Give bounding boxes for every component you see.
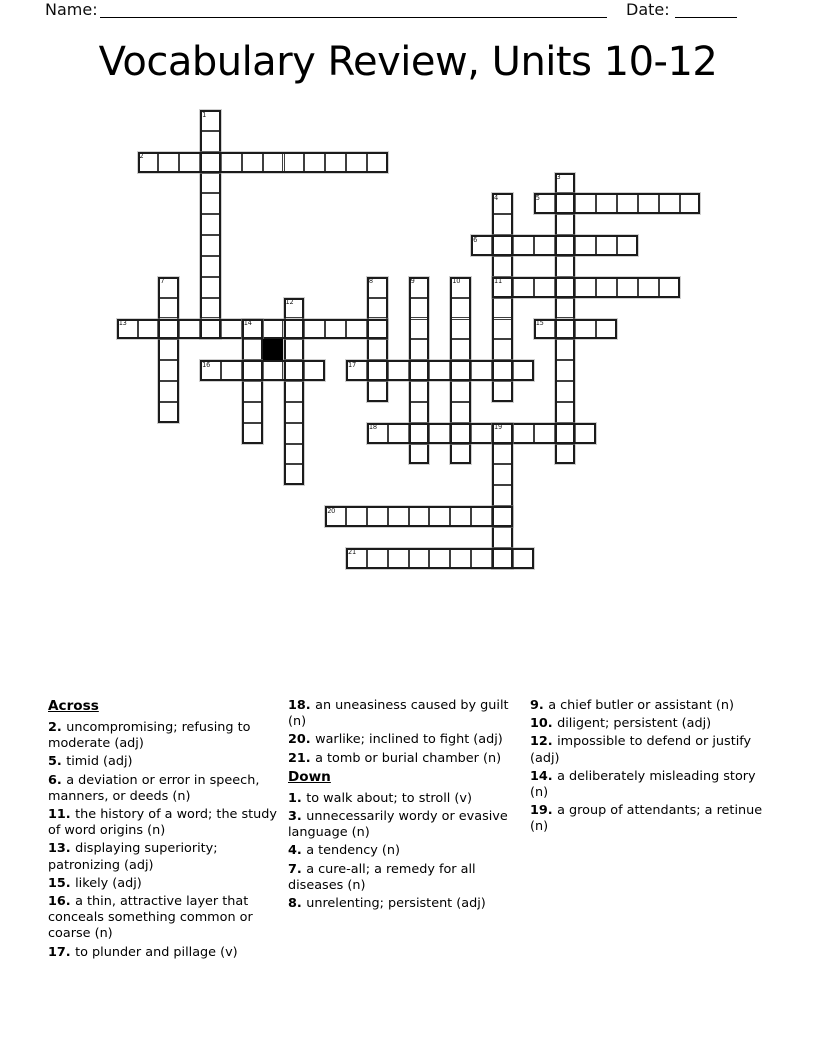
grid-cell: [304, 319, 325, 340]
clue-item: 11. the history of a word; the study of word origins (n): [48, 807, 277, 839]
grid-cell: [492, 381, 513, 402]
grid-cell: [617, 277, 638, 298]
grid-cell: [158, 152, 179, 173]
grid-cell: [367, 548, 388, 569]
grid-cell: [429, 423, 450, 444]
grid-cell: [367, 360, 388, 381]
cell-number: 19: [494, 423, 502, 432]
grid-cell: [575, 235, 596, 256]
clue-number: 16.: [48, 894, 76, 910]
grid-cell: [617, 193, 638, 214]
clue-number: 4.: [288, 843, 307, 859]
grid-cell: [388, 548, 409, 569]
cell-number: 20: [327, 506, 336, 515]
grid-cell: [450, 402, 471, 423]
cell-number: 7: [160, 277, 165, 286]
clue-number: 15.: [48, 875, 76, 891]
cell-number: 18: [368, 423, 377, 432]
grid-cell: [200, 152, 221, 173]
grid-cell: [200, 298, 221, 319]
grid-cell: [450, 298, 471, 319]
grid-cell: [179, 152, 200, 173]
grid-cell: [555, 235, 576, 256]
clue-number: 14.: [530, 768, 558, 784]
cell-number: 14: [243, 319, 252, 327]
grid-cell: [367, 152, 388, 173]
clue-column-3: [530, 698, 764, 838]
clue-item: 17. to plunder and pillage (v): [48, 944, 238, 960]
grid-cell: [596, 235, 617, 256]
grid-cell: [471, 423, 492, 444]
grid-cell: [325, 319, 346, 340]
clue-heading-down: Down: [288, 768, 331, 785]
grid-cell: [409, 402, 430, 423]
grid-cell: [555, 402, 576, 423]
grid-cell: [513, 423, 534, 444]
grid-cell: [555, 193, 576, 214]
grid-cell: [513, 360, 534, 381]
clue-heading-across: Across: [48, 698, 99, 714]
grid-cell: [346, 506, 367, 527]
grid-cell: [534, 277, 555, 298]
grid-cell: [555, 298, 576, 319]
grid-cell: [534, 423, 555, 444]
grid-cell: [284, 152, 305, 173]
grid-cell: [450, 423, 471, 444]
grid-cell: [555, 423, 576, 444]
grid-cell: [492, 339, 513, 360]
clue-item: 18. an uneasiness caused by guilt (n): [288, 698, 509, 730]
cell-number: 1: [202, 110, 207, 119]
grid-cell: [346, 152, 367, 173]
cell-number: 21: [348, 548, 357, 557]
grid-cell: [221, 319, 242, 340]
cell-number: 6: [473, 235, 478, 244]
clue-number: 18.: [288, 698, 316, 713]
grid-cell: [575, 423, 596, 444]
grid-cell: [284, 444, 305, 465]
grid-cell: [492, 298, 513, 319]
grid-cell: [284, 423, 305, 444]
grid-cell: [158, 339, 179, 360]
grid-cell: [575, 277, 596, 298]
grid-cell: [492, 256, 513, 277]
grid-cell: [492, 527, 513, 548]
grid-cell: [242, 339, 263, 360]
cell-number: 12: [285, 298, 294, 307]
clue-number: 17.: [48, 944, 76, 960]
cell-number: 9: [410, 277, 415, 286]
grid-cell: [304, 360, 325, 381]
grid-cell: [492, 214, 513, 235]
grid-cell: [555, 214, 576, 235]
grid-cell: [513, 548, 534, 569]
clue-number: 9.: [530, 698, 549, 713]
clue-number: 12.: [530, 734, 558, 750]
cell-number: 8: [368, 277, 373, 286]
grid-cell: [429, 548, 450, 569]
clue-item: 21. a tomb or burial chamber (n): [288, 750, 502, 766]
clue-item: 1. to walk about; to stroll (v): [288, 790, 472, 806]
grid-cell: [575, 193, 596, 214]
grid-cell: [450, 360, 471, 381]
black-cell: [263, 339, 284, 360]
grid-cell: [471, 360, 492, 381]
grid-cell: [242, 402, 263, 423]
grid-cell: [450, 339, 471, 360]
grid-cell: [450, 381, 471, 402]
grid-cell: [346, 319, 367, 340]
grid-cell: [179, 319, 200, 340]
grid-cell: [409, 298, 430, 319]
grid-cell: [409, 339, 430, 360]
cell-number: 5: [535, 193, 540, 202]
clue-number: 6.: [48, 772, 67, 788]
grid-cell: [409, 548, 430, 569]
grid-cell: [242, 152, 263, 173]
grid-cell: [680, 193, 701, 214]
grid-cell: [284, 402, 305, 423]
grid-cell: [555, 277, 576, 298]
grid-cell: [409, 506, 430, 527]
clue-column-2: [288, 698, 518, 914]
clue-item: 2. uncompromising; refusing to moderate (adj): [48, 720, 251, 752]
grid-cell: [221, 152, 242, 173]
grid-cell: [367, 506, 388, 527]
clue-item: 19. a group of attendants; a retinue (n): [530, 803, 763, 835]
cell-number: 15: [535, 319, 544, 327]
clue-item: 10. diligent; persistent (adj): [530, 716, 712, 732]
grid-cell: [409, 319, 430, 340]
clue-number: 13.: [48, 841, 76, 857]
grid-cell: [138, 319, 159, 340]
clue-number: 19.: [530, 803, 558, 819]
grid-cell: [555, 256, 576, 277]
grid-cell: [659, 277, 680, 298]
grid-cell: [200, 277, 221, 298]
grid-cell: [242, 423, 263, 444]
name-label: Name:: [45, 0, 98, 19]
grid-cell: [471, 506, 492, 527]
clue-number: 2.: [48, 720, 67, 735]
clue-item: 7. a cure-all; a remedy for all diseases (n): [288, 861, 476, 893]
date-label: Date:: [626, 0, 670, 19]
cell-number: 16: [202, 360, 211, 369]
grid-cell: [388, 360, 409, 381]
grid-cell: [367, 381, 388, 402]
grid-cell: [158, 298, 179, 319]
clue-item: 8. unrelenting; persistent (adj): [288, 896, 486, 912]
clue-item: 4. a tendency (n): [288, 843, 401, 859]
grid-cell: [242, 381, 263, 402]
grid-cell: [450, 506, 471, 527]
cell-number: 10: [452, 277, 461, 286]
clue-item: 16. a thin, attractive layer that conceals something common or coarse (n): [48, 894, 253, 942]
clue-number: 1.: [288, 790, 307, 806]
cell-number: 2: [139, 152, 144, 161]
grid-cell: [409, 360, 430, 381]
grid-cell: [513, 235, 534, 256]
clue-number: 21.: [288, 750, 316, 766]
grid-cell: [429, 506, 450, 527]
clue-item: 3. unnecessarily wordy or evasive language (n): [288, 809, 508, 841]
grid-cell: [409, 423, 430, 444]
grid-cell: [367, 298, 388, 319]
grid-cell: [221, 360, 242, 381]
grid-cell: [263, 319, 284, 340]
grid-cell: [367, 339, 388, 360]
grid-cell: [429, 360, 450, 381]
grid-cell: [200, 214, 221, 235]
grid-cell: [200, 235, 221, 256]
clue-item: 9. a chief butler or assistant (n): [530, 698, 735, 713]
clue-item: 20. warlike; inclined to fight (adj): [288, 732, 503, 748]
clue-number: 11.: [48, 807, 76, 823]
grid-cell: [158, 360, 179, 381]
grid-cell: [158, 319, 179, 340]
grid-cell: [158, 381, 179, 402]
grid-cell: [200, 319, 221, 340]
grid-cell: [638, 277, 659, 298]
grid-cell: [284, 339, 305, 360]
grid-cell: [555, 339, 576, 360]
clue-item: 14. a deliberately misleading story (n): [530, 768, 756, 801]
grid-cell: [555, 319, 576, 340]
clue-number: 7.: [288, 861, 307, 877]
grid-cell: [200, 131, 221, 152]
clue-item: 5. timid (adj): [48, 754, 133, 770]
cell-number: 3: [556, 173, 561, 182]
grid-cell: [158, 402, 179, 423]
grid-cell: [200, 173, 221, 194]
grid-cell: [492, 319, 513, 340]
grid-cell: [388, 506, 409, 527]
grid-cell: [450, 548, 471, 569]
grid-cell: [325, 152, 346, 173]
grid-cell: [534, 235, 555, 256]
grid-cell: [596, 277, 617, 298]
cell-number: 17: [348, 360, 357, 369]
grid-cell: [492, 444, 513, 465]
grid-cell: [263, 360, 284, 381]
grid-cell: [596, 319, 617, 340]
clue-number: 8.: [288, 896, 307, 912]
page-title: Vocabulary Review, Units 10-12: [98, 39, 718, 85]
clue-number: 5.: [48, 754, 67, 770]
grid-cell: [367, 319, 388, 340]
grid-cell: [575, 319, 596, 340]
clue-number: 3.: [288, 809, 307, 825]
cell-number: 13: [118, 319, 127, 327]
grid-cell: [284, 381, 305, 402]
cell-number: 4: [494, 193, 498, 202]
grid-cell: [200, 193, 221, 214]
grid-cell: [513, 277, 534, 298]
grid-cell: [284, 360, 305, 381]
grid-cell: [284, 464, 305, 485]
clue-number: 10.: [530, 716, 558, 732]
grid-cell: [492, 235, 513, 256]
grid-cell: [409, 381, 430, 402]
grid-cell: [388, 423, 409, 444]
grid-cell: [638, 193, 659, 214]
grid-cell: [596, 193, 617, 214]
grid-cell: [492, 360, 513, 381]
grid-cell: [555, 444, 576, 465]
grid-cell: [200, 256, 221, 277]
clue-column-1: [48, 698, 280, 963]
grid-cell: [450, 444, 471, 465]
grid-cell: [555, 381, 576, 402]
grid-cell: [409, 444, 430, 465]
clue-item: 15. likely (adj): [48, 875, 142, 891]
grid-cell: [263, 152, 284, 173]
grid-cell: [492, 485, 513, 506]
clue-number: 20.: [288, 732, 316, 748]
grid-cell: [284, 319, 305, 340]
grid-cell: [242, 360, 263, 381]
grid-cell: [492, 506, 513, 527]
grid-cell: [471, 548, 492, 569]
grid-cell: [659, 193, 680, 214]
grid-cell: [617, 235, 638, 256]
clue-item: 6. a deviation or error in speech, manners, or deeds (n): [48, 772, 260, 804]
grid-cell: [492, 464, 513, 485]
clue-item: 12. impossible to defend or justify (adj): [530, 734, 752, 766]
grid-cell: [450, 319, 471, 340]
grid-cell: [555, 360, 576, 381]
grid-cell: [492, 548, 513, 569]
cell-number: 11: [494, 277, 502, 286]
grid-cell: [304, 152, 325, 173]
clue-item: 13. displaying superiority; patronizing (adj): [48, 841, 218, 873]
